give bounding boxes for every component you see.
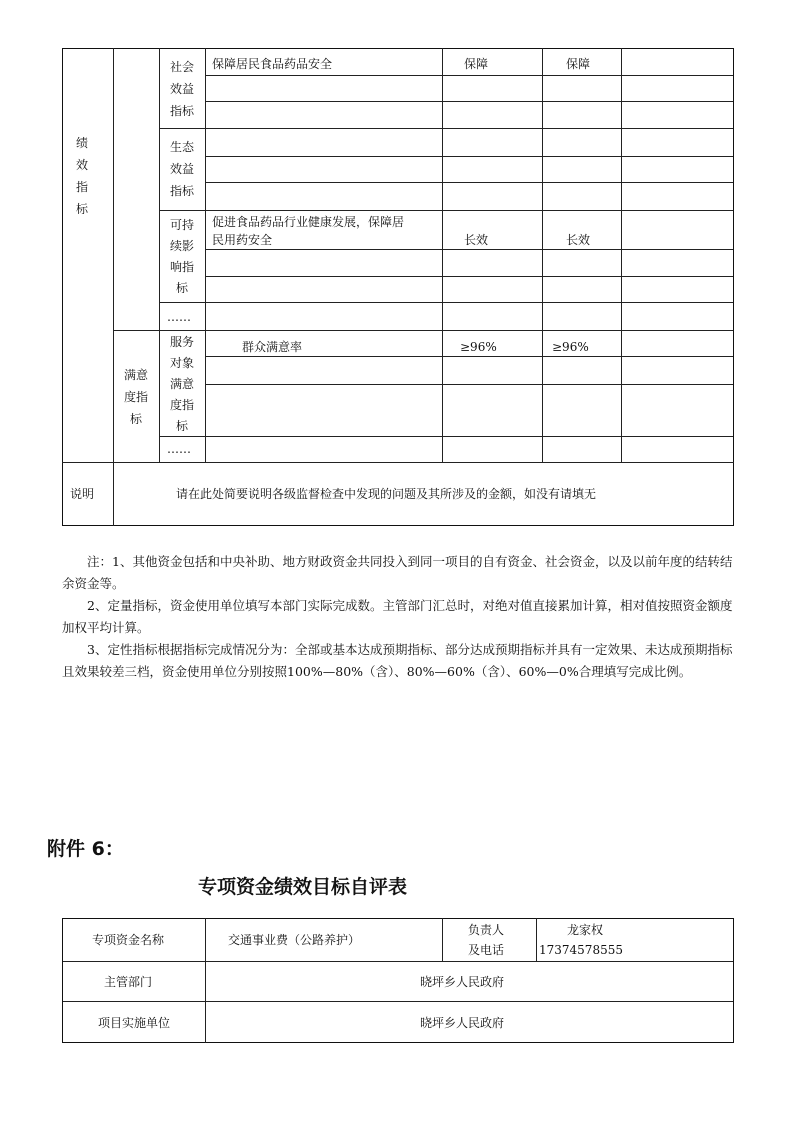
ellipsis-row: ……: [167, 442, 191, 456]
group-label-sustainable: 可持续影响指标: [169, 218, 194, 295]
indicator-cell-line1: 促进食品药品行业健康发展，保障居: [212, 215, 405, 229]
satisfaction-first-level: 满意度指标: [123, 368, 148, 426]
contact-label-line2: 及电话: [468, 943, 505, 957]
group-label-ecological: 生态效益指标: [169, 140, 194, 198]
ellipsis-row: ……: [167, 310, 191, 324]
footnote-3: 3、定性指标根据指标完成情况分为：全部或基本达成预期指标、部分达成预期指标并具有一定效果、未达成预期指标且效果较差三档，资金使用单位分别按照100%—80%（含）、80%—60%（含）、60%—0%合理填写完成比例。: [62, 642, 733, 679]
note-text: 请在此处简要说明各级监督检查中发现的问题及其所涉及的金额，如没有请填无: [176, 487, 597, 501]
actual-cell: 长效: [566, 233, 591, 247]
form-title: 专项资金绩效目标自评表: [198, 876, 408, 898]
target-cell: ≥96%: [460, 340, 497, 354]
fund-name-label: 专项资金名称: [92, 933, 165, 947]
group-label-social: 社会效益指标: [169, 60, 194, 118]
first-level-label: 绩效指标: [75, 136, 88, 216]
target-cell: 保障: [464, 57, 489, 71]
contact-phone: 17374578555: [539, 943, 623, 957]
indicator-cell-line2: 民用药安全: [212, 233, 273, 247]
dept-label: 主管部门: [104, 975, 153, 989]
fund-name: 交通事业费（公路养护）: [228, 933, 361, 947]
impl-value: 晓坪乡人民政府: [420, 1016, 505, 1030]
actual-cell: 保障: [566, 57, 591, 71]
footnotes: [62, 551, 734, 683]
contact-name: 龙家权: [567, 923, 604, 937]
contact-label-line1: 负责人: [468, 923, 505, 937]
footnote-1: 注：1、其他资金包括和中央补助、地方财政资金共同投入到同一项目的自有资金、社会资金，以及以前年度的结转结余资金等。: [62, 554, 733, 591]
impl-label: 项目实施单位: [98, 1016, 171, 1030]
group-label-satisfaction: 服务对象满意度指标: [169, 335, 194, 433]
note-label: 说明: [70, 487, 95, 501]
attachment-label: 附件 6：: [47, 838, 124, 860]
actual-cell: ≥96%: [552, 340, 589, 354]
indicator-cell: 群众满意率: [242, 340, 303, 354]
footnote-2: 2、定量指标，资金使用单位填写本部门实际完成数。主管部门汇总时，对绝对值直接累加计算，相对值按照资金额度加权平均计算。: [62, 598, 733, 635]
target-cell: 长效: [464, 233, 489, 247]
indicator-cell: 保障居民食品药品安全: [212, 57, 333, 71]
dept-value: 晓坪乡人民政府: [420, 975, 505, 989]
